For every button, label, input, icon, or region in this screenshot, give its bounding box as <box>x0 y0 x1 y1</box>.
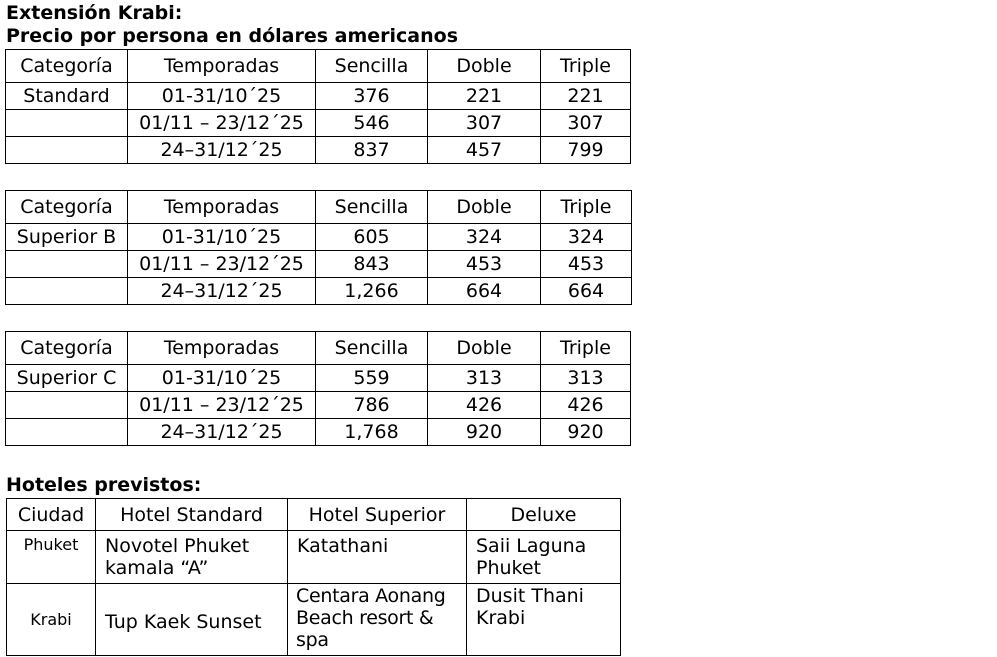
standard-hotel-cell: Novotel Phuket kamala “A” <box>96 531 288 584</box>
header-cell: Doble <box>428 332 541 365</box>
category-cell <box>6 419 128 446</box>
deluxe-hotel-cell: Dusit Thani Krabi <box>467 584 621 656</box>
deluxe-hotel-cell: Saii Laguna Phuket <box>467 531 621 584</box>
single-price-cell: 605 <box>316 224 428 251</box>
category-cell <box>6 251 128 278</box>
triple-price-cell: 453 <box>541 251 632 278</box>
header-cell: Temporadas <box>128 50 316 83</box>
single-price-cell: 1,266 <box>316 278 428 305</box>
hotels-table <box>6 498 621 656</box>
season-cell: 24–31/12´25 <box>128 419 316 446</box>
header-cell: Sencilla <box>316 191 428 224</box>
header-cell: Temporadas <box>128 332 316 365</box>
table-row <box>6 419 631 446</box>
season-cell: 24–31/12´25 <box>128 137 316 164</box>
double-price-cell: 664 <box>428 278 541 305</box>
season-cell: 01-31/10´25 <box>128 365 316 392</box>
single-price-cell: 786 <box>316 392 428 419</box>
hotels-title: Hoteles previstos: <box>6 474 202 496</box>
header-cell: Triple <box>541 50 631 83</box>
triple-price-cell: 799 <box>541 137 631 164</box>
category-cell: Superior C <box>6 365 128 392</box>
table-row <box>6 137 631 164</box>
header-cell: Categoría <box>6 332 128 365</box>
standard-hotel-cell: Tup Kaek Sunset <box>96 584 288 656</box>
triple-price-cell: 324 <box>541 224 632 251</box>
triple-price-cell: 307 <box>541 110 631 137</box>
table-row <box>7 531 621 584</box>
header-cell: Hotel Superior <box>288 499 467 531</box>
table-row <box>6 83 631 110</box>
single-price-cell: 1,768 <box>316 419 428 446</box>
header-cell: Deluxe <box>467 499 621 531</box>
triple-price-cell: 313 <box>541 365 631 392</box>
season-cell: 24–31/12´25 <box>128 278 316 305</box>
category-cell <box>6 110 128 137</box>
triple-price-cell: 664 <box>541 278 632 305</box>
price-table-superior-c <box>5 331 631 446</box>
header-cell: Hotel Standard <box>96 499 288 531</box>
table-header-row <box>7 499 621 531</box>
extension-title: Extensión Krabi: <box>6 2 183 24</box>
header-cell: Doble <box>428 50 541 83</box>
header-cell: Categoría <box>6 50 128 83</box>
superior-hotel-cell: Centara Aonang Beach resort & spa <box>288 584 467 656</box>
table-row <box>7 584 621 656</box>
single-price-cell: 837 <box>316 137 428 164</box>
category-cell <box>6 392 128 419</box>
price-subtitle: Precio por persona en dólares americanos <box>6 25 459 47</box>
header-cell: Sencilla <box>316 332 428 365</box>
season-cell: 01-31/10´25 <box>128 83 316 110</box>
header-cell: Temporadas <box>128 191 316 224</box>
header-cell: Triple <box>541 332 631 365</box>
triple-price-cell: 221 <box>541 83 631 110</box>
triple-price-cell: 920 <box>541 419 631 446</box>
single-price-cell: 376 <box>316 83 428 110</box>
double-price-cell: 313 <box>428 365 541 392</box>
category-cell: Standard <box>6 83 128 110</box>
season-cell: 01/11 – 23/12´25 <box>128 392 316 419</box>
double-price-cell: 324 <box>428 224 541 251</box>
double-price-cell: 457 <box>428 137 541 164</box>
double-price-cell: 426 <box>428 392 541 419</box>
category-cell: Superior B <box>6 224 128 251</box>
category-cell <box>6 278 128 305</box>
table-header-row <box>6 191 632 224</box>
header-cell: Categoría <box>6 191 128 224</box>
header-cell: Sencilla <box>316 50 428 83</box>
price-table-superior-b <box>5 190 632 305</box>
city-cell: Krabi <box>7 584 96 656</box>
single-price-cell: 559 <box>316 365 428 392</box>
table-row <box>6 365 631 392</box>
double-price-cell: 221 <box>428 83 541 110</box>
season-cell: 01/11 – 23/12´25 <box>128 251 316 278</box>
double-price-cell: 453 <box>428 251 541 278</box>
table-row <box>6 110 631 137</box>
header-cell: Doble <box>428 191 541 224</box>
double-price-cell: 920 <box>428 419 541 446</box>
table-row <box>6 392 631 419</box>
single-price-cell: 546 <box>316 110 428 137</box>
season-cell: 01-31/10´25 <box>128 224 316 251</box>
header-cell: Triple <box>541 191 632 224</box>
table-header-row <box>6 50 631 83</box>
table-header-row <box>6 332 631 365</box>
triple-price-cell: 426 <box>541 392 631 419</box>
category-cell <box>6 137 128 164</box>
double-price-cell: 307 <box>428 110 541 137</box>
city-cell: Phuket <box>7 531 96 584</box>
price-table-standard <box>5 49 631 164</box>
table-row <box>6 224 632 251</box>
season-cell: 01/11 – 23/12´25 <box>128 110 316 137</box>
header-cell: Ciudad <box>7 499 96 531</box>
single-price-cell: 843 <box>316 251 428 278</box>
table-row <box>6 278 632 305</box>
table-row <box>6 251 632 278</box>
superior-hotel-cell: Katathani <box>288 531 467 584</box>
